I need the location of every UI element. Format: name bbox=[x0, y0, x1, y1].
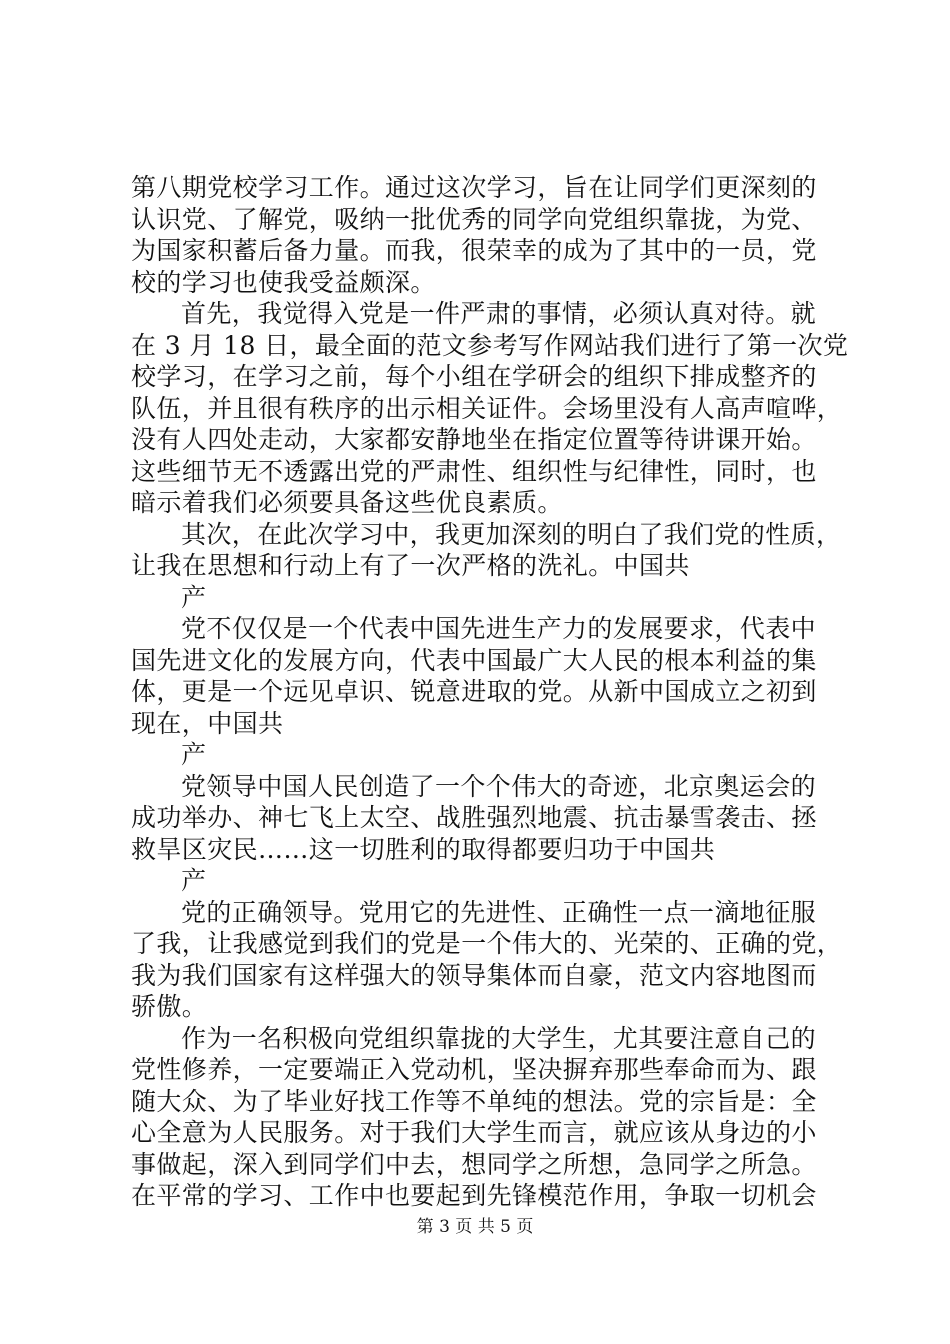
text-line: 认识党、了解党，吸纳一批优秀的同学向党组织靠拢，为党、 bbox=[131, 204, 817, 234]
text-line: 在 3 月 18 日，最全面的范文参考写作网站我们进行了第一次党 bbox=[131, 330, 849, 360]
text-line: 为国家积蓄后备力量。而我，很荣幸的成为了其中的一员，党 bbox=[131, 236, 817, 265]
text-line: 产 bbox=[181, 740, 207, 769]
text-line: 其次，在此次学习中，我更加深刻的明白了我们党的性质， bbox=[181, 519, 842, 549]
text-line: 让我在思想和行动上有了一次严格的洗礼。中国共 bbox=[131, 551, 690, 580]
text-line: 党性修养，一定要端正入党动机，坚决摒弃那些奉命而为、跟 bbox=[131, 1055, 817, 1084]
body-text bbox=[131, 172, 849, 1212]
text-line: 成功举办、神七飞上太空、战胜强烈地震、抗击暴雪袭击、拯 bbox=[131, 803, 817, 832]
text-line: 队伍，并且很有秩序的出示相关证件。会场里没有人高声喧哗， bbox=[131, 393, 843, 423]
text-line: 校学习，在学习之前，每个小组在学研会的组织下排成整齐的 bbox=[131, 362, 817, 391]
text-line: 产 bbox=[181, 582, 207, 612]
text-line: 党领导中国人民创造了一个个伟大的奇迹，北京奥运会的 bbox=[181, 771, 817, 801]
text-line: 作为一名积极向党组织靠拢的大学生，尤其要注意自己的 bbox=[181, 1023, 817, 1053]
page-footer: 第 3 页 共 5 页 bbox=[416, 1217, 534, 1237]
text-line: 这些细节无不透露出党的严肃性、组织性与纪律性，同时，也 bbox=[131, 456, 817, 486]
text-line: 第八期党校学习工作。通过这次学习，旨在让同学们更深刻的 bbox=[131, 173, 817, 202]
text-line: 我为我们国家有这样强大的领导集体而自豪，范文内容地图而 bbox=[131, 960, 817, 990]
text-line: 现在，中国共 bbox=[131, 708, 284, 738]
text-line: 心全意为人民服务。对于我们大学生而言，就应该从身边的小 bbox=[131, 1118, 817, 1147]
text-line: 救旱区灾民……这一切胜利的取得都要归功于中国共 bbox=[131, 834, 716, 864]
text-line: 随大众、为了毕业好找工作等不单纯的想法。党的宗旨是：全 bbox=[131, 1086, 817, 1116]
text-line: 党的正确领导。党用它的先进性、正确性一点一滴地征服 bbox=[181, 897, 817, 927]
text-line: 首先，我觉得入党是一件严肃的事情，必须认真对待。就 bbox=[181, 299, 817, 328]
text-line: 体，更是一个远见卓识、锐意进取的党。从新中国成立之初到 bbox=[131, 677, 817, 706]
text-line: 国先进文化的发展方向，代表中国最广大人民的根本利益的集 bbox=[131, 645, 817, 675]
text-line: 骄傲。 bbox=[131, 992, 208, 1021]
text-line: 事做起，深入到同学们中去，想同学之所想，急同学之所急。 bbox=[131, 1149, 817, 1179]
text-line: 没有人四处走动，大家都安静地坐在指定位置等待讲课开始。 bbox=[131, 425, 817, 454]
text-line: 暗示着我们必须要具备这些优良素质。 bbox=[131, 488, 563, 517]
text-line: 了我，让我感觉到我们的党是一个伟大的、光荣的、正确的党， bbox=[131, 929, 843, 958]
text-line: 党不仅仅是一个代表中国先进生产力的发展要求，代表中 bbox=[181, 614, 817, 643]
text-line: 产 bbox=[181, 866, 207, 895]
text-line: 校的学习也使我受益颇深。 bbox=[131, 267, 436, 297]
text-line: 在平常的学习、工作中也要起到先锋模范作用，争取一切机会 bbox=[131, 1181, 817, 1210]
